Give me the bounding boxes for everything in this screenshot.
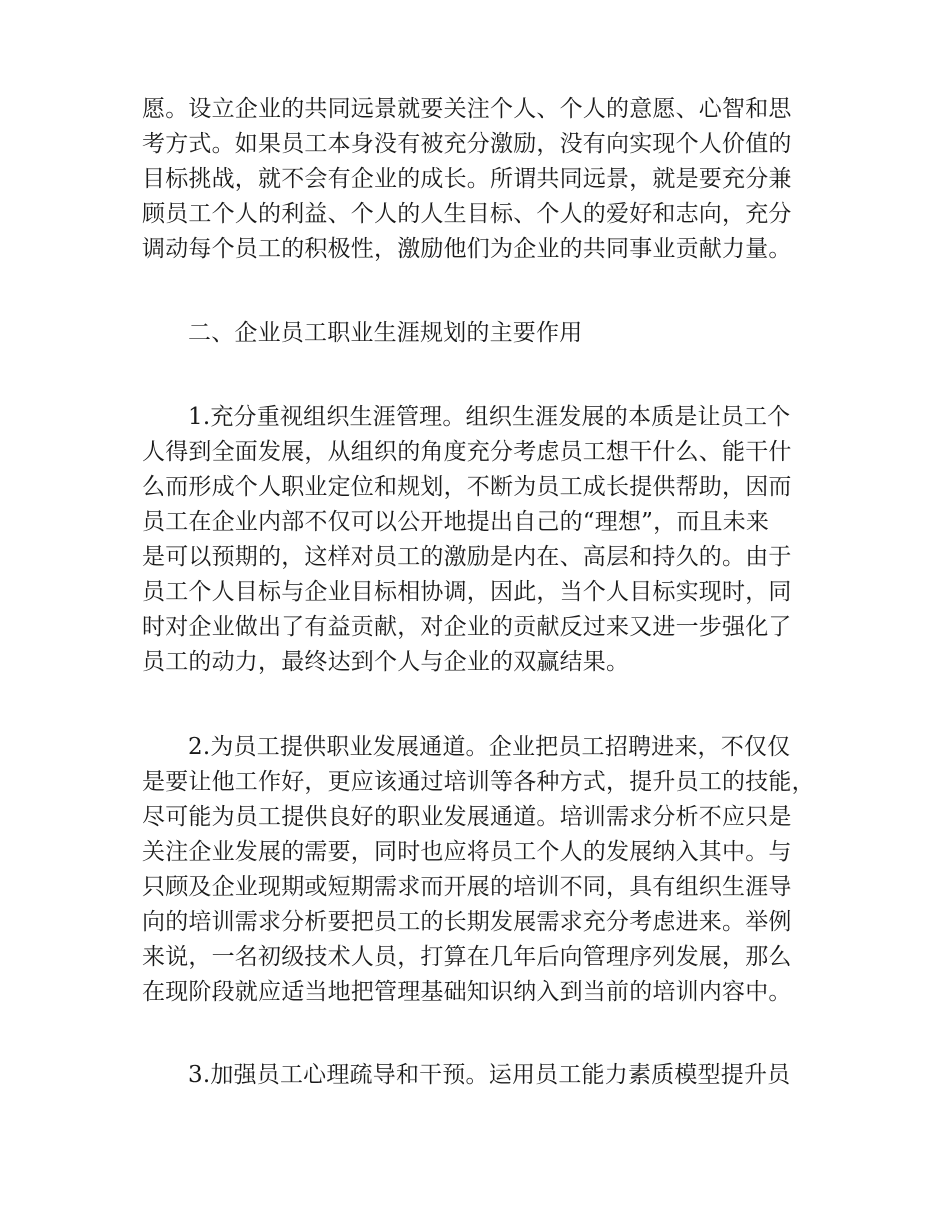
paragraph-2-line-5: 是可以预期的，这样对员工的激励是内在、高层和持久的。由于 xyxy=(142,544,792,570)
paragraph-3-line-2: 是要让他工作好，更应该通过培训等各种方式，提升员工的技能， xyxy=(142,769,815,795)
paragraph-2-line-7: 时对企业做出了有益贡献，对企业的贡献反过来又进一步强化了 xyxy=(142,614,792,640)
section-heading: 二、企业员工职业生涯规划的主要作用 xyxy=(188,320,583,346)
paragraph-3-line-7: 来说，一名初级技术人员，打算在几年后向管理序列发展，那么 xyxy=(142,944,792,970)
paragraph-3-line-6: 向的培训需求分析要把员工的长期发展需求充分考虑进来。举例 xyxy=(142,909,792,935)
paragraph-1-line-2: 考方式。如果员工本身没有被充分激励，没有向实现个人价值的 xyxy=(142,131,792,157)
paragraph-2-line-1: 1.充分重视组织生涯管理。组织生涯发展的本质是让员工个 xyxy=(188,404,791,430)
paragraph-3-line-8: 在现阶段就应适当地把管理基础知识纳入到当前的培训内容中。 xyxy=(142,979,792,1005)
paragraph-1-line-3: 目标挑战，就不会有企业的成长。所谓共同远景，就是要充分兼 xyxy=(142,166,792,192)
paragraph-3-line-4: 关注企业发展的需要，同时也应将员工个人的发展纳入其中。与 xyxy=(142,839,792,865)
paragraph-3-line-1: 2.为员工提供职业发展通道。企业把员工招聘进来，不仅仅 xyxy=(188,734,791,760)
paragraph-2-line-4: 员工在企业内部不仅可以公开地提出自己的“理想”，而且未来 xyxy=(142,509,770,535)
paragraph-3-line-3: 尽可能为员工提供良好的职业发展通道。培训需求分析不应只是 xyxy=(142,804,792,830)
paragraph-1-line-4: 顾员工个人的利益、个人的人生目标、个人的爱好和志向，充分 xyxy=(142,201,792,227)
paragraph-2-line-3: 么而形成个人职业定位和规划，不断为员工成长提供帮助，因而 xyxy=(142,474,792,500)
paragraph-1-line-5: 调动每个员工的积极性，激励他们为企业的共同事业贡献力量。 xyxy=(142,236,792,262)
paragraph-2-line-8: 员工的动力，最终达到个人与企业的双赢结果。 xyxy=(142,649,630,675)
paragraph-2-line-2: 人得到全面发展，从组织的角度充分考虑员工想干什么、能干什 xyxy=(142,439,792,465)
paragraph-4-line-1: 3.加强员工心理疏导和干预。运用员工能力素质模型提升员 xyxy=(188,1062,791,1088)
paragraph-2-line-6: 员工个人目标与企业目标相协调，因此，当个人目标实现时，同 xyxy=(142,579,792,605)
paragraph-3-line-5: 只顾及企业现期或短期需求而开展的培训不同，具有组织生涯导 xyxy=(142,874,792,900)
paragraph-1-line-1: 愿。设立企业的共同远景就要关注个人、个人的意愿、心智和思 xyxy=(142,96,792,122)
